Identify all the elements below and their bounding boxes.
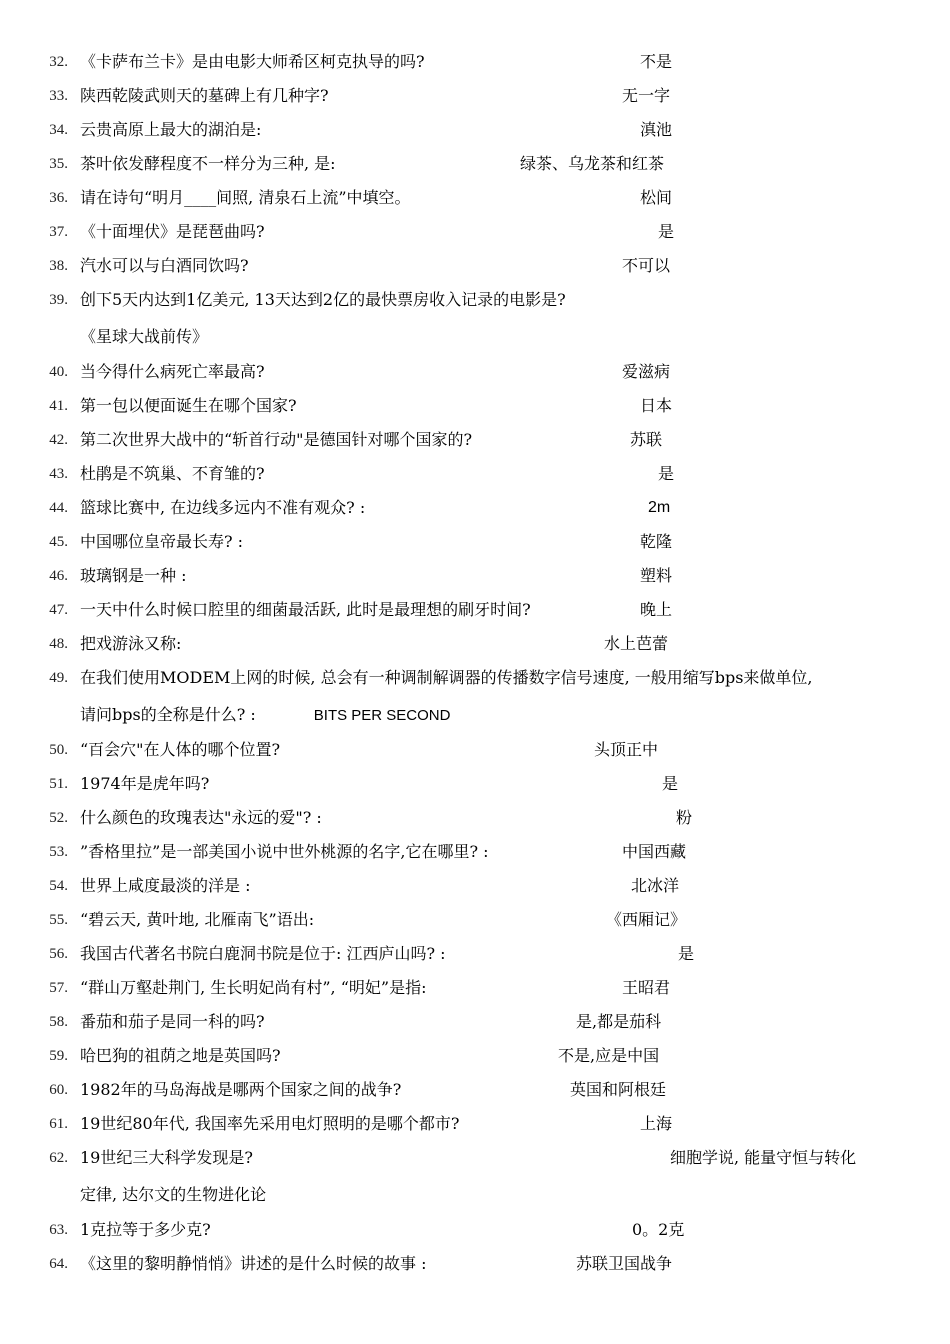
- answer-text: 英国和阿根廷: [570, 1080, 667, 1099]
- question-text: 番茄和茄子是同一科的吗?: [80, 1012, 265, 1031]
- question-row: [0, 215, 950, 249]
- question-number: 43.: [49, 466, 68, 482]
- question-text: 1974年是虎年吗?: [80, 774, 210, 793]
- answer-text: 中国西藏: [622, 842, 687, 861]
- continuation-line: 定律, 达尔文的生物进化论: [80, 1185, 267, 1204]
- answer-text: 不可以: [622, 256, 671, 275]
- question-text: 我国古代著名书院白鹿洞书院是位于: 江西庐山吗? :: [80, 944, 446, 963]
- continuation-text: [80, 320, 208, 354]
- question-number: 55.: [49, 912, 68, 928]
- question-row: [0, 181, 950, 215]
- answer-text: 细胞学说, 能量守恒与转化: [670, 1148, 857, 1167]
- question-text: 篮球比赛中, 在边线多远内不准有观众? :: [80, 498, 366, 517]
- question-text: 陕西乾陵武则天的墓碑上有几种字?: [80, 86, 329, 105]
- question-number: 34.: [49, 122, 68, 138]
- question-number: 58.: [49, 1014, 68, 1030]
- question-row: [0, 45, 950, 79]
- question-row: [0, 593, 950, 627]
- question-row: [0, 389, 950, 423]
- answer-text: 2m: [648, 499, 671, 516]
- question-row: [0, 767, 950, 801]
- answer-text: 头顶正中: [594, 740, 659, 759]
- question-text: 在我们使用MODEM上网的时候, 总会有一种调制解调器的传播数字信号速度, 一般用缩写bps来做单位,: [80, 668, 813, 687]
- answer-text: 无一字: [622, 86, 671, 105]
- question-text: 第一包以便面诞生在哪个国家?: [80, 396, 297, 415]
- question-number: 53.: [49, 844, 68, 860]
- answer-text: 松间: [640, 188, 673, 207]
- question-number: 45.: [49, 534, 68, 550]
- continuation-text: [80, 698, 450, 733]
- answer-text: 晚上: [640, 600, 673, 619]
- question-row: [0, 147, 950, 181]
- question-row: [0, 903, 950, 937]
- question-number: 49.: [49, 670, 68, 686]
- answer-text: 0。2克: [632, 1220, 685, 1239]
- question-number: 57.: [49, 980, 68, 996]
- question-row: [0, 1141, 950, 1175]
- question-number: 51.: [49, 776, 68, 792]
- question-row: [0, 1213, 950, 1247]
- answer-text: 苏联: [630, 430, 663, 449]
- question-number: 50.: [49, 742, 68, 758]
- question-text: 一天中什么时候口腔里的细菌最活跃, 此时是最理想的刷牙时间?: [80, 600, 531, 619]
- answer-text: 粉: [676, 808, 693, 827]
- question-text: 19世纪80年代, 我国率先采用电灯照明的是哪个都市?: [80, 1114, 460, 1133]
- question-row: [0, 627, 950, 661]
- answer-text: 日本: [640, 396, 673, 415]
- question-row: [0, 835, 950, 869]
- question-number: 47.: [49, 602, 68, 618]
- question-row: [0, 491, 950, 525]
- question-text: 云贵高原上最大的湖泊是:: [80, 120, 262, 139]
- answer-text: 乾隆: [640, 532, 673, 551]
- question-row: [0, 113, 950, 147]
- question-text: 玻璃钢是一种 :: [80, 566, 187, 585]
- question-text: “百会穴"在人体的哪个位置?: [80, 740, 281, 759]
- answer-text: 苏联卫国战争: [576, 1254, 673, 1273]
- answer-text: 是: [658, 222, 675, 241]
- question-text: 19世纪三大科学发现是?: [80, 1148, 253, 1167]
- question-row: [0, 559, 950, 593]
- question-number: 56.: [49, 946, 68, 962]
- answer-text: 王昭君: [622, 978, 671, 997]
- question-text: 茶叶依发酵程度不一样分为三种, 是:: [80, 154, 336, 173]
- question-number: 54.: [49, 878, 68, 894]
- question-row: [0, 869, 950, 903]
- answer-text: 北冰洋: [631, 876, 680, 895]
- continuation-text: [80, 1178, 266, 1212]
- question-number: 46.: [49, 568, 68, 584]
- question-number: 52.: [49, 810, 68, 826]
- question-text: 请在诗句“明月____间照, 清泉石上流”中填空。: [80, 188, 411, 207]
- question-row: [0, 457, 950, 491]
- question-number: 42.: [49, 432, 68, 448]
- question-text: ”香格里拉”是一部美国小说中世外桃源的名字,它在哪里? :: [80, 842, 489, 861]
- answer-text: 绿茶、乌龙茶和红茶: [520, 154, 665, 173]
- question-number: 33.: [49, 88, 68, 104]
- question-continuation-row: [0, 698, 950, 732]
- question-number: 39.: [49, 292, 68, 308]
- question-row: [0, 801, 950, 835]
- question-continuation-row: [0, 1178, 950, 1212]
- question-text: 1克拉等于多少克?: [80, 1220, 211, 1239]
- answer-text: 《西厢记》: [606, 910, 687, 929]
- question-row: [0, 355, 950, 389]
- answer-text: 是,都是茄科: [576, 1012, 662, 1031]
- question-text: 把戏游泳又称:: [80, 634, 182, 653]
- question-number: 37.: [49, 224, 68, 240]
- answer-text: 水上芭蕾: [604, 634, 669, 653]
- question-number: 61.: [49, 1116, 68, 1132]
- answer-text: 不是,应是中国: [558, 1046, 660, 1065]
- question-text: 什么颜色的玫瑰表达"永远的爱"? :: [80, 808, 322, 827]
- answer-text: 不是: [640, 52, 673, 71]
- question-text: 杜鹃是不筑巢、不育雏的?: [80, 464, 265, 483]
- question-text: 1982年的马岛海战是哪两个国家之间的战争?: [80, 1080, 402, 1099]
- question-text: 汽水可以与白酒同饮吗?: [80, 256, 249, 275]
- question-number: 60.: [49, 1082, 68, 1098]
- question-text: 《卡萨布兰卡》是由电影大师希区柯克执导的吗?: [80, 52, 425, 71]
- question-text: 创下5天内达到1亿美元, 13天达到2亿的最快票房收入记录的电影是?: [80, 290, 566, 309]
- question-number: 32.: [49, 54, 68, 70]
- question-number: 62.: [49, 1150, 68, 1166]
- question-number: 59.: [49, 1048, 68, 1064]
- question-row: [0, 283, 950, 317]
- question-text: 哈巴狗的祖荫之地是英国吗?: [80, 1046, 281, 1065]
- answer-text: 上海: [640, 1114, 673, 1133]
- question-row: [0, 733, 950, 767]
- continuation-line: 请问bps的全称是什么? :: [80, 705, 256, 724]
- question-text: 中国哪位皇帝最长寿? :: [80, 532, 244, 551]
- question-number: 41.: [49, 398, 68, 414]
- question-row: [0, 1247, 950, 1281]
- question-text: 《这里的黎明静悄悄》讲述的是什么时候的故事 :: [80, 1254, 427, 1273]
- answer-text: 滇池: [640, 120, 673, 139]
- question-row: [0, 249, 950, 283]
- answer-text: 爱滋病: [622, 362, 671, 381]
- answer-text: 是: [662, 774, 679, 793]
- question-row: [0, 1005, 950, 1039]
- question-number: 35.: [49, 156, 68, 172]
- question-row: [0, 971, 950, 1005]
- continuation-line: 《星球大战前传》: [80, 327, 209, 346]
- question-text: “群山万壑赴荆门, 生长明妃尚有村”, “明妃”是指:: [80, 978, 427, 997]
- question-row: [0, 1107, 950, 1141]
- question-row: [0, 423, 950, 457]
- question-row: [0, 1073, 950, 1107]
- question-row: [0, 661, 950, 695]
- question-text: “碧云天, 黄叶地, 北雁南飞”语出:: [80, 910, 315, 929]
- answer-text: 塑料: [640, 566, 673, 585]
- question-text: 世界上咸度最淡的洋是 :: [80, 876, 251, 895]
- question-number: 63.: [49, 1222, 68, 1238]
- question-row: [0, 937, 950, 971]
- answer-text: BITS PER SECOND: [313, 707, 451, 724]
- answer-text: 是: [678, 944, 695, 963]
- question-text: 第二次世界大战中的“斩首行动"是德国针对哪个国家的?: [80, 430, 473, 449]
- answer-text: 是: [658, 464, 675, 483]
- question-number: 64.: [49, 1256, 68, 1272]
- question-number: 40.: [49, 364, 68, 380]
- question-text: 《十面埋伏》是琵琶曲吗?: [80, 222, 265, 241]
- question-row: [0, 525, 950, 559]
- question-row: [0, 1039, 950, 1073]
- question-number: 38.: [49, 258, 68, 274]
- question-number: 36.: [49, 190, 68, 206]
- question-continuation-row: [0, 320, 950, 354]
- question-number: 48.: [49, 636, 68, 652]
- question-row: [0, 79, 950, 113]
- question-number: 44.: [49, 500, 68, 516]
- question-text: 当今得什么病死亡率最高?: [80, 362, 265, 381]
